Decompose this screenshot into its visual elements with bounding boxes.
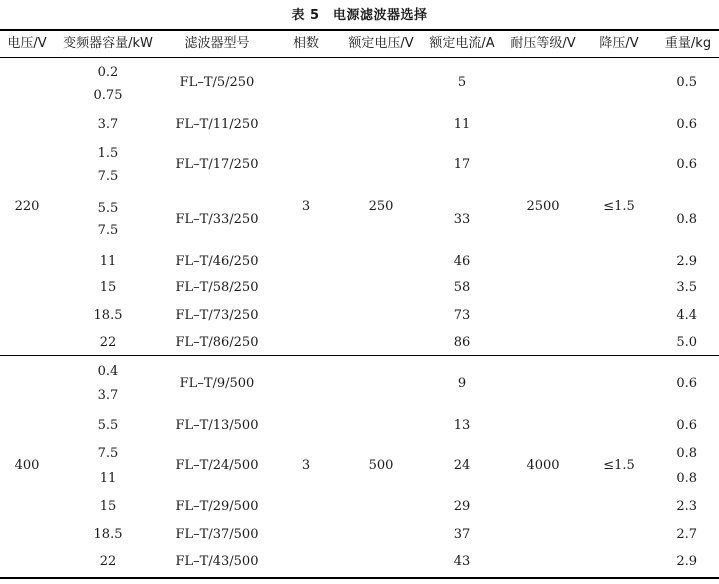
- weight-cell: 0.6: [676, 117, 697, 132]
- header-voltage: 电压/V: [7, 36, 47, 51]
- capacity-cell: 18.5: [93, 527, 123, 542]
- capacity-cell: 11: [99, 471, 117, 486]
- capacity-cell: 15: [99, 499, 117, 514]
- header-weight: 重量/kg: [664, 36, 712, 51]
- capacity-cell: 11: [99, 254, 117, 269]
- voltage-cell: 400: [14, 458, 40, 473]
- current-cell: 11: [453, 117, 471, 132]
- table-top-rule: [0, 29, 719, 31]
- current-cell: 37: [453, 527, 471, 542]
- header-phases: 相数: [292, 36, 320, 51]
- capacity-cell: 22: [99, 335, 117, 350]
- table-bottom-rule: [0, 577, 719, 579]
- phases-cell: 3: [301, 458, 311, 473]
- current-cell: 17: [453, 157, 471, 172]
- weight-cell: 0.5: [676, 75, 697, 90]
- capacity-cell: 3.7: [97, 117, 119, 132]
- model-cell: FL–T/33/250: [175, 212, 259, 227]
- capacity-cell: 15: [99, 280, 117, 295]
- current-cell: 58: [453, 280, 471, 295]
- model-cell: FL–T/46/250: [175, 254, 259, 269]
- current-cell: 13: [453, 418, 471, 433]
- model-cell: FL–T/58/250: [175, 280, 259, 295]
- weight-cell: 0.6: [676, 418, 697, 433]
- model-cell: FL–T/17/250: [175, 157, 259, 172]
- model-cell: FL–T/29/500: [175, 499, 259, 514]
- capacity-cell: 7.5: [97, 446, 119, 461]
- header-rule: [0, 57, 719, 58]
- current-cell: 5: [457, 75, 467, 90]
- drop-cell: ≤1.5: [603, 199, 635, 214]
- capacity-cell: 22: [99, 554, 117, 569]
- current-cell: 46: [453, 254, 471, 269]
- table-caption: 表 5 电源滤波器选择: [291, 8, 428, 23]
- model-cell: FL–T/9/500: [179, 376, 255, 391]
- weight-cell: 0.8: [676, 446, 697, 461]
- capacity-cell: 5.5: [97, 418, 119, 433]
- current-cell: 29: [453, 499, 471, 514]
- rated-voltage-cell: 500: [368, 458, 394, 473]
- weight-cell: 0.6: [676, 376, 697, 391]
- phases-cell: 3: [301, 199, 311, 214]
- header-model: 滤波器型号: [184, 36, 250, 51]
- model-cell: FL–T/11/250: [175, 117, 259, 132]
- header-capacity: 变频器容量/kW: [63, 36, 153, 51]
- current-cell: 86: [453, 335, 471, 350]
- capacity-cell: 7.5: [97, 169, 119, 184]
- model-cell: FL–T/13/500: [175, 418, 259, 433]
- weight-cell: 2.3: [676, 499, 697, 514]
- capacity-cell: 0.4: [97, 364, 119, 379]
- rated-voltage-cell: 250: [368, 199, 394, 214]
- capacity-cell: 5.5: [97, 201, 119, 216]
- weight-cell: 0.8: [676, 212, 697, 227]
- capacity-cell: 0.75: [93, 88, 123, 103]
- current-cell: 33: [453, 212, 471, 227]
- capacity-cell: 0.2: [97, 65, 119, 80]
- weight-cell: 2.7: [676, 527, 697, 542]
- model-cell: FL–T/24/500: [175, 458, 259, 473]
- weight-cell: 4.4: [676, 308, 697, 323]
- capacity-cell: 3.7: [97, 388, 119, 403]
- header-rated-current: 额定电流/A: [429, 36, 495, 51]
- weight-cell: 0.6: [676, 157, 697, 172]
- weight-cell: 3.5: [676, 280, 697, 295]
- header-rated-voltage: 额定电压/V: [348, 36, 414, 51]
- group-separator-rule: [0, 355, 719, 356]
- weight-cell: 2.9: [676, 554, 697, 569]
- current-cell: 73: [453, 308, 471, 323]
- model-cell: FL–T/86/250: [175, 335, 259, 350]
- model-cell: FL–T/5/250: [179, 75, 255, 90]
- header-withstand: 耐压等级/V: [510, 36, 576, 51]
- current-cell: 24: [453, 458, 471, 473]
- weight-cell: 0.8: [676, 471, 697, 486]
- voltage-cell: 220: [14, 199, 40, 214]
- capacity-cell: 1.5: [97, 146, 119, 161]
- weight-cell: 2.9: [676, 254, 697, 269]
- current-cell: 9: [457, 376, 467, 391]
- model-cell: FL–T/43/500: [175, 554, 259, 569]
- header-drop: 降压/V: [599, 36, 639, 51]
- weight-cell: 5.0: [676, 335, 697, 350]
- model-cell: FL–T/37/500: [175, 527, 259, 542]
- current-cell: 43: [453, 554, 471, 569]
- model-cell: FL–T/73/250: [175, 308, 259, 323]
- withstand-cell: 4000: [526, 458, 560, 473]
- capacity-cell: 7.5: [97, 223, 119, 238]
- withstand-cell: 2500: [526, 199, 560, 214]
- capacity-cell: 18.5: [93, 308, 123, 323]
- drop-cell: ≤1.5: [603, 458, 635, 473]
